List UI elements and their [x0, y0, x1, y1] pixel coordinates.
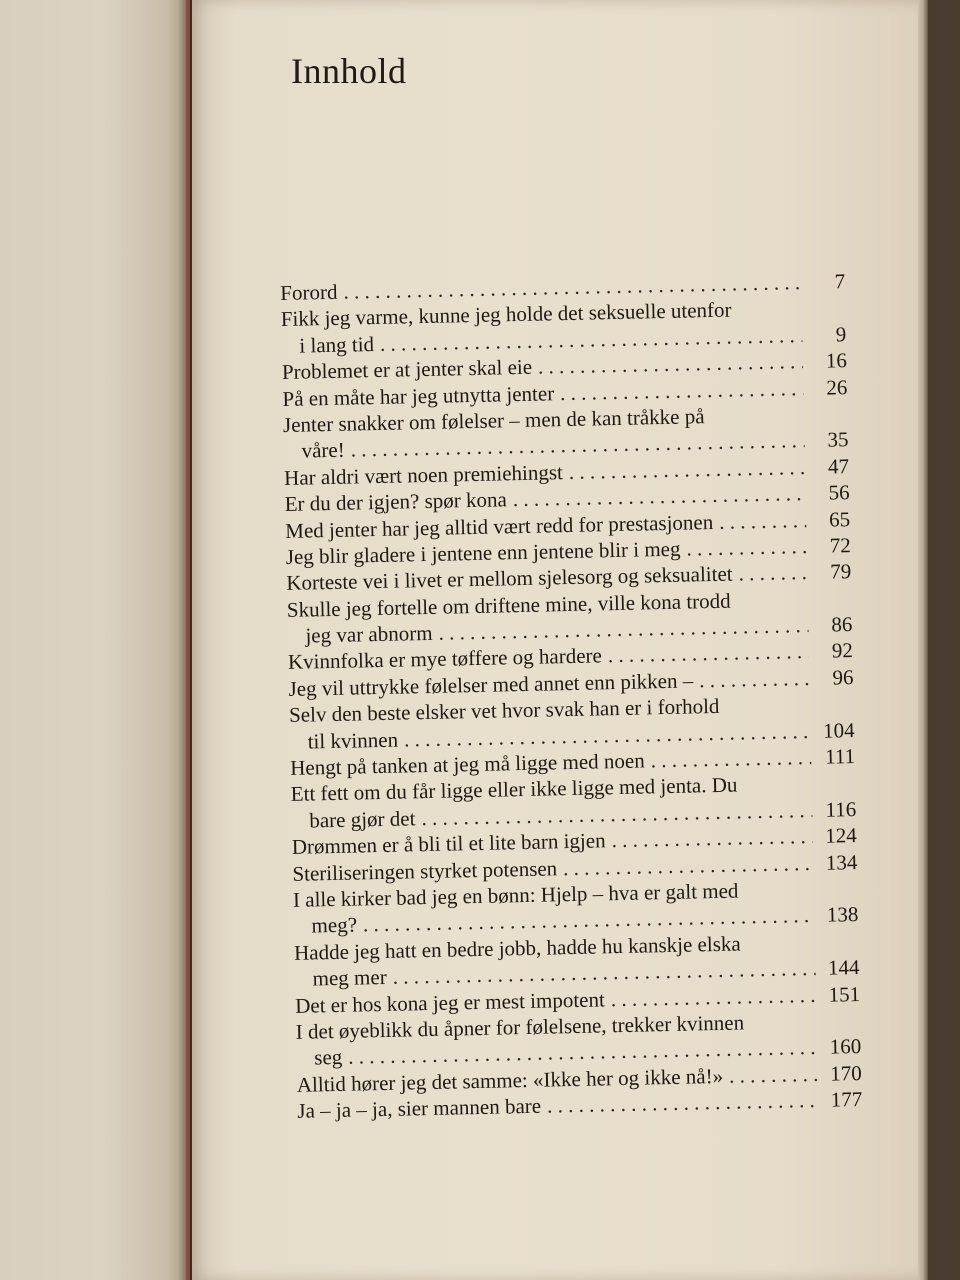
toc-entry-title: Jeg blir gladere i jentene enn jentene blir i meg — [285, 536, 681, 569]
toc-entry-title: Med jenter har jeg alltid vært redd for prestasjonen — [284, 509, 714, 543]
toc-entry-title: jeg var abnorm — [305, 620, 433, 648]
toc-page-number: 92 — [831, 638, 854, 663]
toc-entry-title: Det er hos kona jeg er mest impotent — [294, 986, 606, 1018]
toc-entry-title: våre! — [301, 438, 345, 463]
toc-page-number: 16 — [825, 348, 848, 373]
toc-entry-title: bare gjør det — [309, 806, 416, 833]
toc-page-number: 124 — [825, 823, 858, 848]
dot-leader — [650, 744, 811, 774]
page-title: Innhold — [291, 51, 407, 91]
table-of-contents — [280, 268, 863, 1124]
toc-entry-title: i lang tid — [299, 331, 375, 358]
toc-page-number: 170 — [829, 1060, 862, 1086]
toc-entry-title: Ett fett om du får ligge eller ikke ligge med jenta. Du — [290, 772, 738, 807]
toc-entry-title: Forord — [280, 279, 338, 305]
toc-page-number: 79 — [829, 559, 852, 584]
toc-entry-title: Jeg vil uttrykke følelser med annet enn pikken – — [288, 668, 694, 701]
toc-entry-title: I alle kirker bad jeg en bønn: Hjelp – hva er galt med — [292, 878, 739, 912]
toc-entry-title: På en måte har jeg utnytta jenter — [282, 380, 555, 411]
page-edge — [918, 0, 928, 1280]
toc-page-number: 86 — [831, 612, 853, 637]
toc-entry-title: Problemet er at jenter skal eie — [281, 354, 533, 385]
left-page — [0, 0, 190, 1280]
toc-entry-title: Har aldri vært noen premiehingst — [283, 459, 564, 490]
toc-page-number: 138 — [826, 902, 859, 928]
toc-entry-title: Selv den beste elsker vet hvor svak han er i forhold — [288, 694, 720, 728]
toc-entry-title: Korteste vei i livet er mellom sjelesorg og seksualitet — [286, 561, 733, 596]
toc-page-number: 9 — [835, 321, 847, 347]
dot-leader — [699, 665, 810, 694]
toc-entry-title: Steriliseringen styrket potensen — [292, 855, 558, 886]
toc-page-number: 26 — [826, 374, 848, 400]
dot-leader — [560, 375, 804, 406]
toc-page-number: 160 — [829, 1034, 862, 1059]
toc-entry-title: Jenter snakker om følelser – men de kan tråkke på — [282, 404, 705, 437]
toc-entry-title: Hadde jeg hatt en bedre jobb, hadde hu kanskje elska — [293, 931, 741, 965]
toc-entry-title: til kvinnen — [307, 727, 399, 754]
toc-entry-title: Fikk jeg varme, kunne jeg holde det seksuelle utenfor — [280, 297, 732, 332]
toc-entry-title: Er du der igjen? spør kona — [284, 487, 508, 517]
toc-entry-title: meg? — [311, 912, 358, 938]
toc-page-number: 7 — [834, 269, 846, 294]
toc-page-number: 96 — [832, 664, 854, 690]
spine-edge — [186, 0, 190, 1280]
toc-entry-title: Kvinnfolka er mye tøffere og hardere — [287, 643, 603, 675]
toc-entry-title: Skulle jeg fortelle om driftene mine, ville kona trodd — [286, 588, 731, 622]
toc-entry-title: meg mer — [312, 965, 387, 991]
toc-page-number: 134 — [825, 849, 858, 875]
toc-page-number: 56 — [828, 480, 850, 505]
toc-page-number: 111 — [824, 744, 856, 769]
toc-page-number: 177 — [830, 1087, 863, 1112]
toc-page-number: 144 — [827, 955, 860, 980]
toc-entry-title: seg — [314, 1045, 343, 1070]
toc-page-number: 72 — [829, 533, 851, 558]
toc-entry-title: Ja – ja – ja, sier mannen bare — [297, 1093, 542, 1123]
toc-entry-title: Drømmen er å bli til et lite barn igjen — [291, 828, 606, 860]
toc-page-number: 116 — [825, 796, 857, 822]
dot-leader — [729, 1061, 818, 1089]
toc-page-number: 65 — [828, 506, 851, 532]
toc-page-number: 104 — [822, 717, 855, 743]
dot-leader — [719, 507, 807, 535]
toc-entry-title: I det øyeblikk du åpner for følelsene, trekker kvinnen — [295, 1010, 745, 1044]
dot-leader — [611, 981, 817, 1012]
toc-entry-title: Alltid hører jeg det samme: «Ikke her og ikke nå!» — [296, 1063, 724, 1097]
dot-leader — [563, 850, 814, 882]
dot-leader — [738, 559, 807, 587]
toc-page-number: 151 — [828, 981, 861, 1007]
toc-page-number: 47 — [827, 453, 850, 479]
dot-leader — [686, 533, 807, 562]
toc-entry-title: Hengt på tanken at jeg må ligge med noen — [289, 748, 645, 780]
toc-page-number: 35 — [827, 427, 849, 452]
